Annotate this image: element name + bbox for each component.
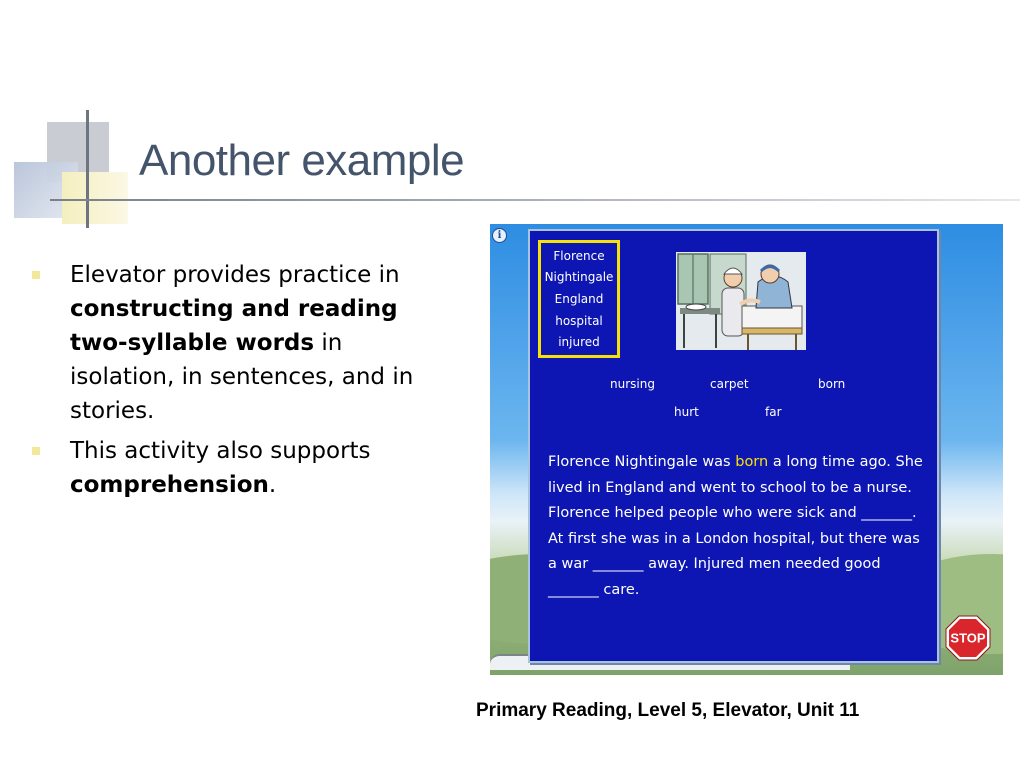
word-choice[interactable]: carpet: [710, 377, 749, 391]
bullet-text: This activity also supports: [70, 438, 371, 464]
activity-board: [528, 229, 939, 663]
nurse-patient-illustration: [676, 252, 806, 350]
bullet-bold-text: comprehension: [70, 472, 269, 498]
filled-answer: born: [735, 454, 769, 470]
title-underline: [50, 199, 1020, 201]
info-icon[interactable]: i: [492, 228, 507, 243]
bullet-text: in isolation, in sentences, and in stories.: [70, 330, 414, 424]
stop-label: STOP: [950, 630, 986, 646]
slide-caption: Primary Reading, Level 5, Elevator, Unit 11: [476, 700, 860, 721]
slide-title: Another example: [139, 136, 465, 185]
word-list-item: England: [554, 291, 604, 306]
word-list-item: injured: [558, 335, 600, 350]
word-list-item: Florence: [553, 248, 605, 263]
bullet-bold-text: constructing and reading two-syllable words: [70, 296, 398, 356]
word-choice[interactable]: far: [765, 405, 782, 419]
word-choice[interactable]: nursing: [610, 377, 655, 391]
bullet-marker-icon: [32, 271, 40, 279]
bullet-marker-icon: [32, 447, 40, 455]
stop-button[interactable]: [945, 615, 991, 661]
bullet-item: [30, 258, 440, 428]
word-choice[interactable]: hurt: [674, 405, 699, 419]
decor-square-yellow: [62, 172, 128, 224]
bullet-text: Elevator provides practice in: [70, 262, 400, 288]
story-text: Florence Nightingale was: [548, 454, 736, 470]
bullet-text: .: [268, 472, 277, 498]
story-text: a long time ago. She lived in England and went to school to be a nurse. Florence helped people who were sick and _______. At first she was in a London hospital, but there was a war _______ away. Injured men needed good _______ care.: [548, 454, 923, 598]
bullet-list: [30, 258, 440, 508]
word-choice[interactable]: born: [818, 377, 846, 391]
bullet-item: [30, 434, 440, 502]
stop-sign-icon: [945, 615, 991, 661]
word-list-item: hospital: [555, 313, 603, 328]
word-list-item: Nightingale: [544, 270, 614, 285]
word-list-box: [538, 240, 620, 358]
story-passage: [548, 450, 933, 604]
activity-screenshot: [490, 224, 1003, 675]
decor-vertical-line: [86, 110, 89, 228]
